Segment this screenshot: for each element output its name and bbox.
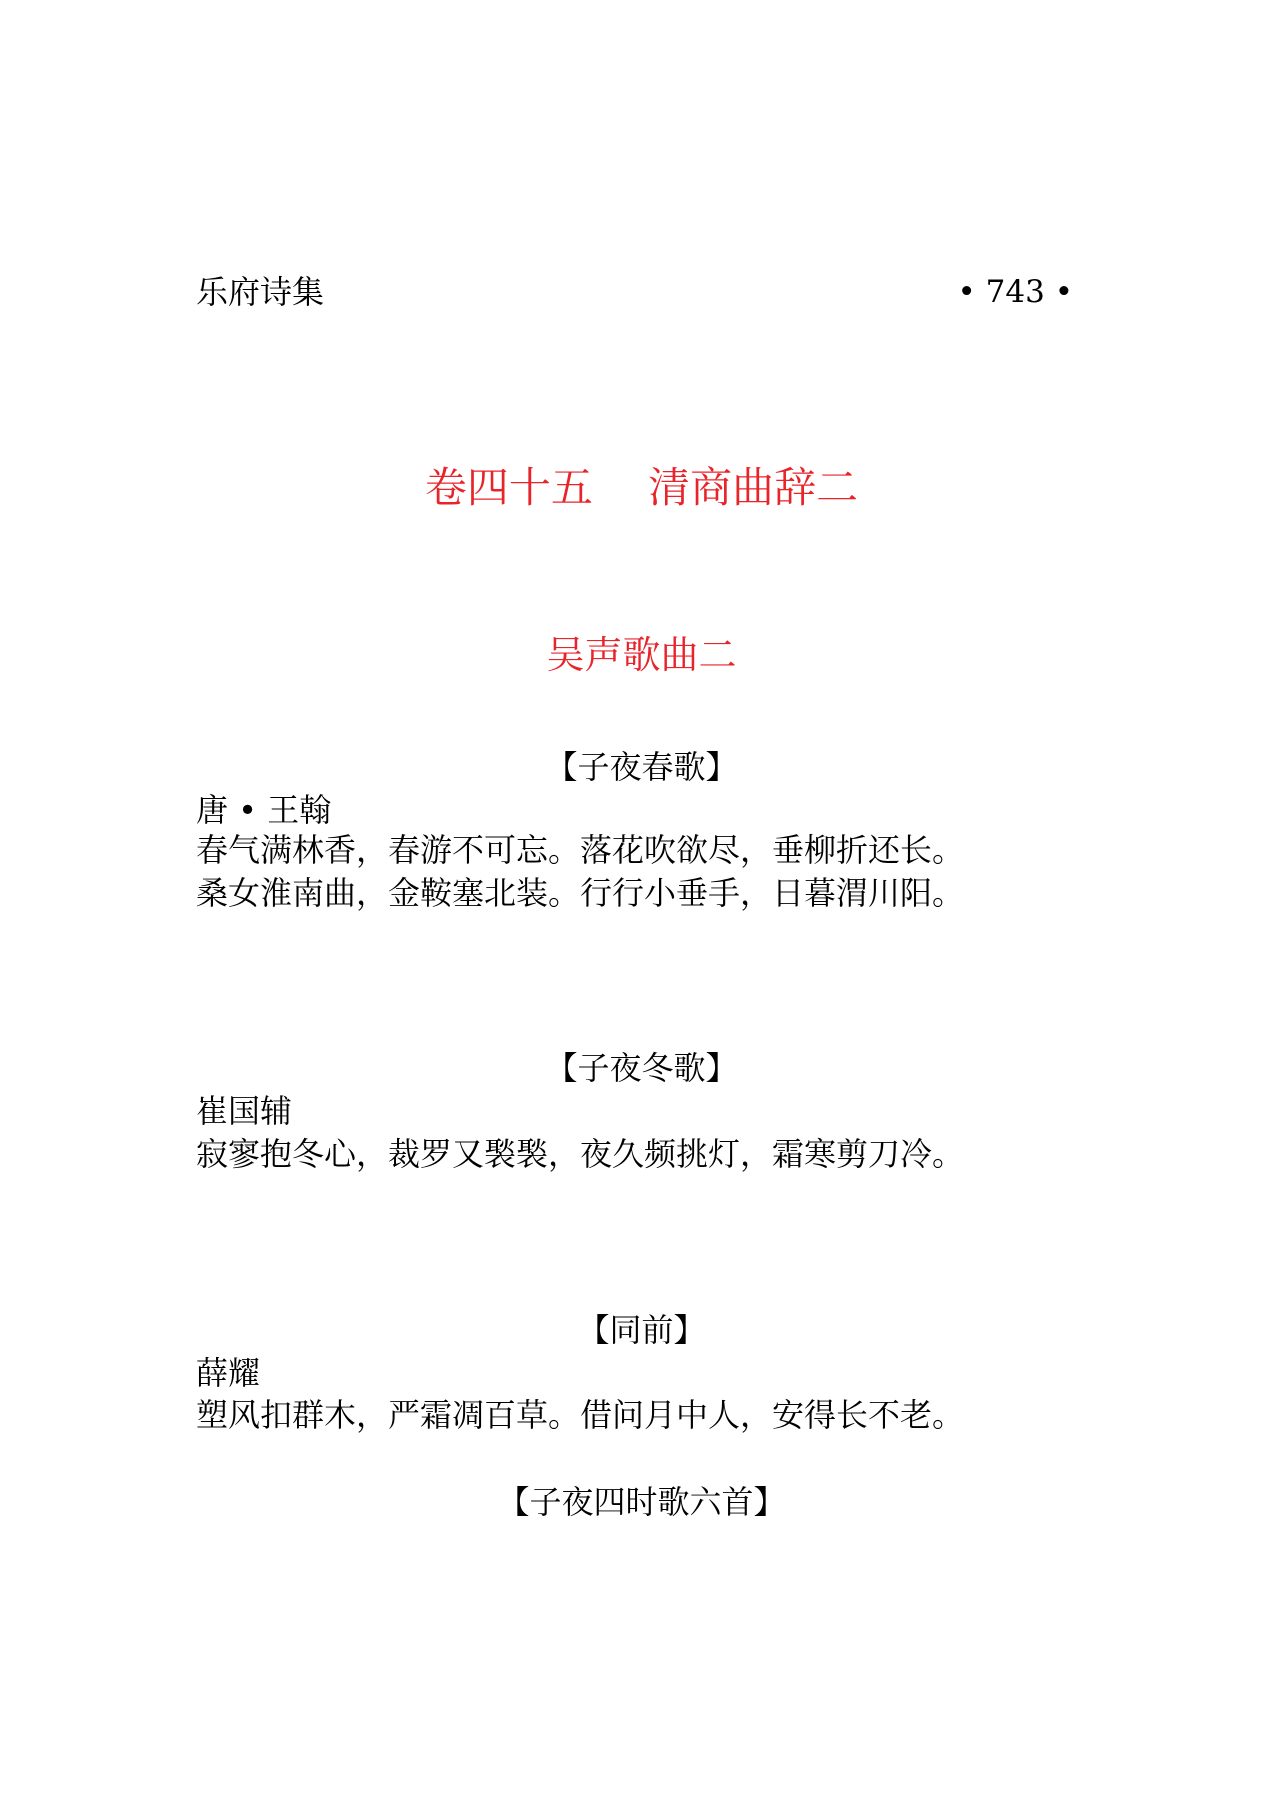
poem-line: 寂寥抱冬心，裁罗又褧褧，夜久频挑灯，霜寒剪刀冷。	[196, 1135, 965, 1173]
book-title: 乐府诗集	[196, 273, 325, 311]
poem-line: 桑女淮南曲，金鞍塞北装。行行小垂手，日暮渭川阳。	[196, 874, 965, 912]
poem-title: 【子夜冬歌】	[545, 1049, 738, 1087]
poem-title: 【子夜四时歌六首】	[497, 1483, 786, 1521]
page-number: • 743 •	[957, 274, 1073, 310]
poem-title: 【子夜春歌】	[545, 748, 738, 786]
section-title: 吴声歌曲二	[546, 633, 737, 677]
poem-line: 春气满林香，春游不可忘。落花吹欲尽，垂柳折还长。	[196, 831, 965, 869]
poem-author: 薛耀	[196, 1354, 261, 1392]
chapter-title: 卷四十五 清商曲辞二	[424, 463, 859, 512]
poem-author: 崔国辅	[196, 1092, 293, 1130]
poem-title: 【同前】	[577, 1311, 706, 1349]
poem-author: 唐 • 王翰	[196, 791, 332, 829]
poem-line: 塑风扣群木，严霜凋百草。借问月中人，安得长不老。	[196, 1396, 965, 1434]
